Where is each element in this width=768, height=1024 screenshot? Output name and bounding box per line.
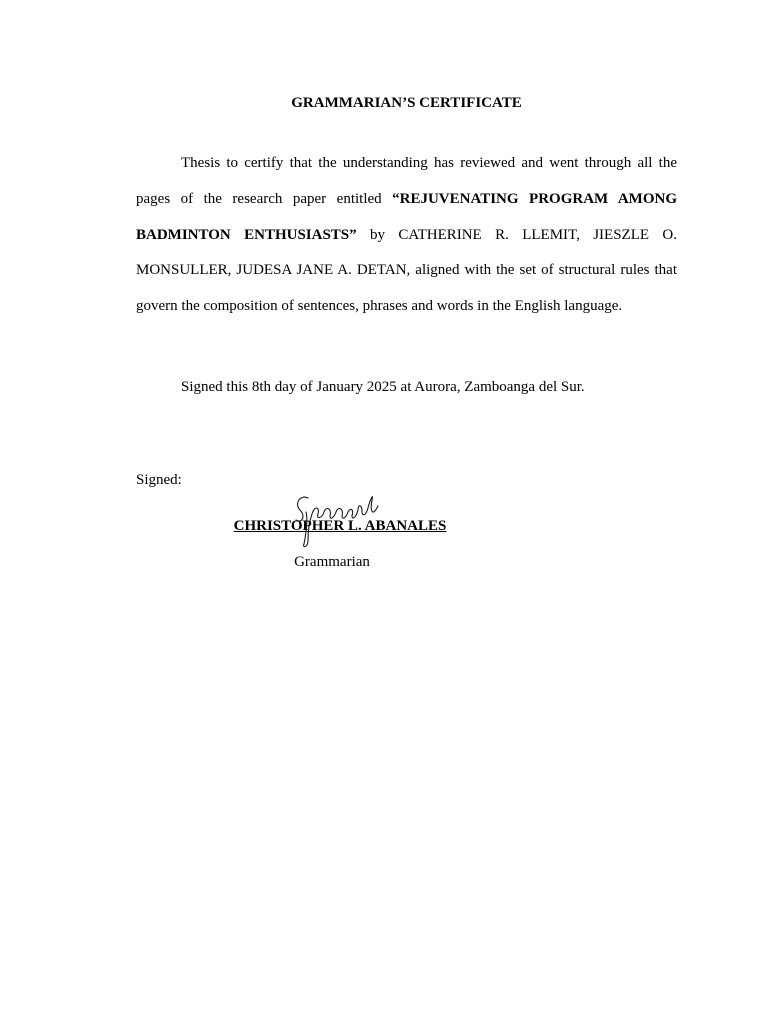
signed-label: Signed:: [136, 472, 182, 488]
body-intro-text: Thesis to certify that the understanding has reviewed and went through all the pages of the research paper entitled: [136, 155, 677, 207]
signatory-name: CHRISTOPHER L. ABANALES: [233, 518, 447, 534]
handwritten-signature-icon: [292, 490, 382, 550]
signature-block: [200, 490, 480, 580]
certificate-title: GRAMMARIAN’S CERTIFICATE: [291, 95, 522, 111]
signatory-role: Grammarian: [294, 554, 370, 570]
research-paper-title: “REJUVENATING PROGRAM AMONG BADMINTON ENTHUSIASTS”: [136, 190, 677, 243]
certificate-body-paragraph: [136, 146, 677, 325]
signed-statement: Signed this 8th day of January 2025 at Aurora, Zamboanga del Sur.: [181, 379, 585, 395]
body-rest-text: by CATHERINE R. LLEMIT, JIESZLE O. MONSULLER, JUDESA JANE A. DETAN, aligned with the set of structural rules that govern the composition of sentences, phrases and words in the English language.: [136, 226, 677, 315]
